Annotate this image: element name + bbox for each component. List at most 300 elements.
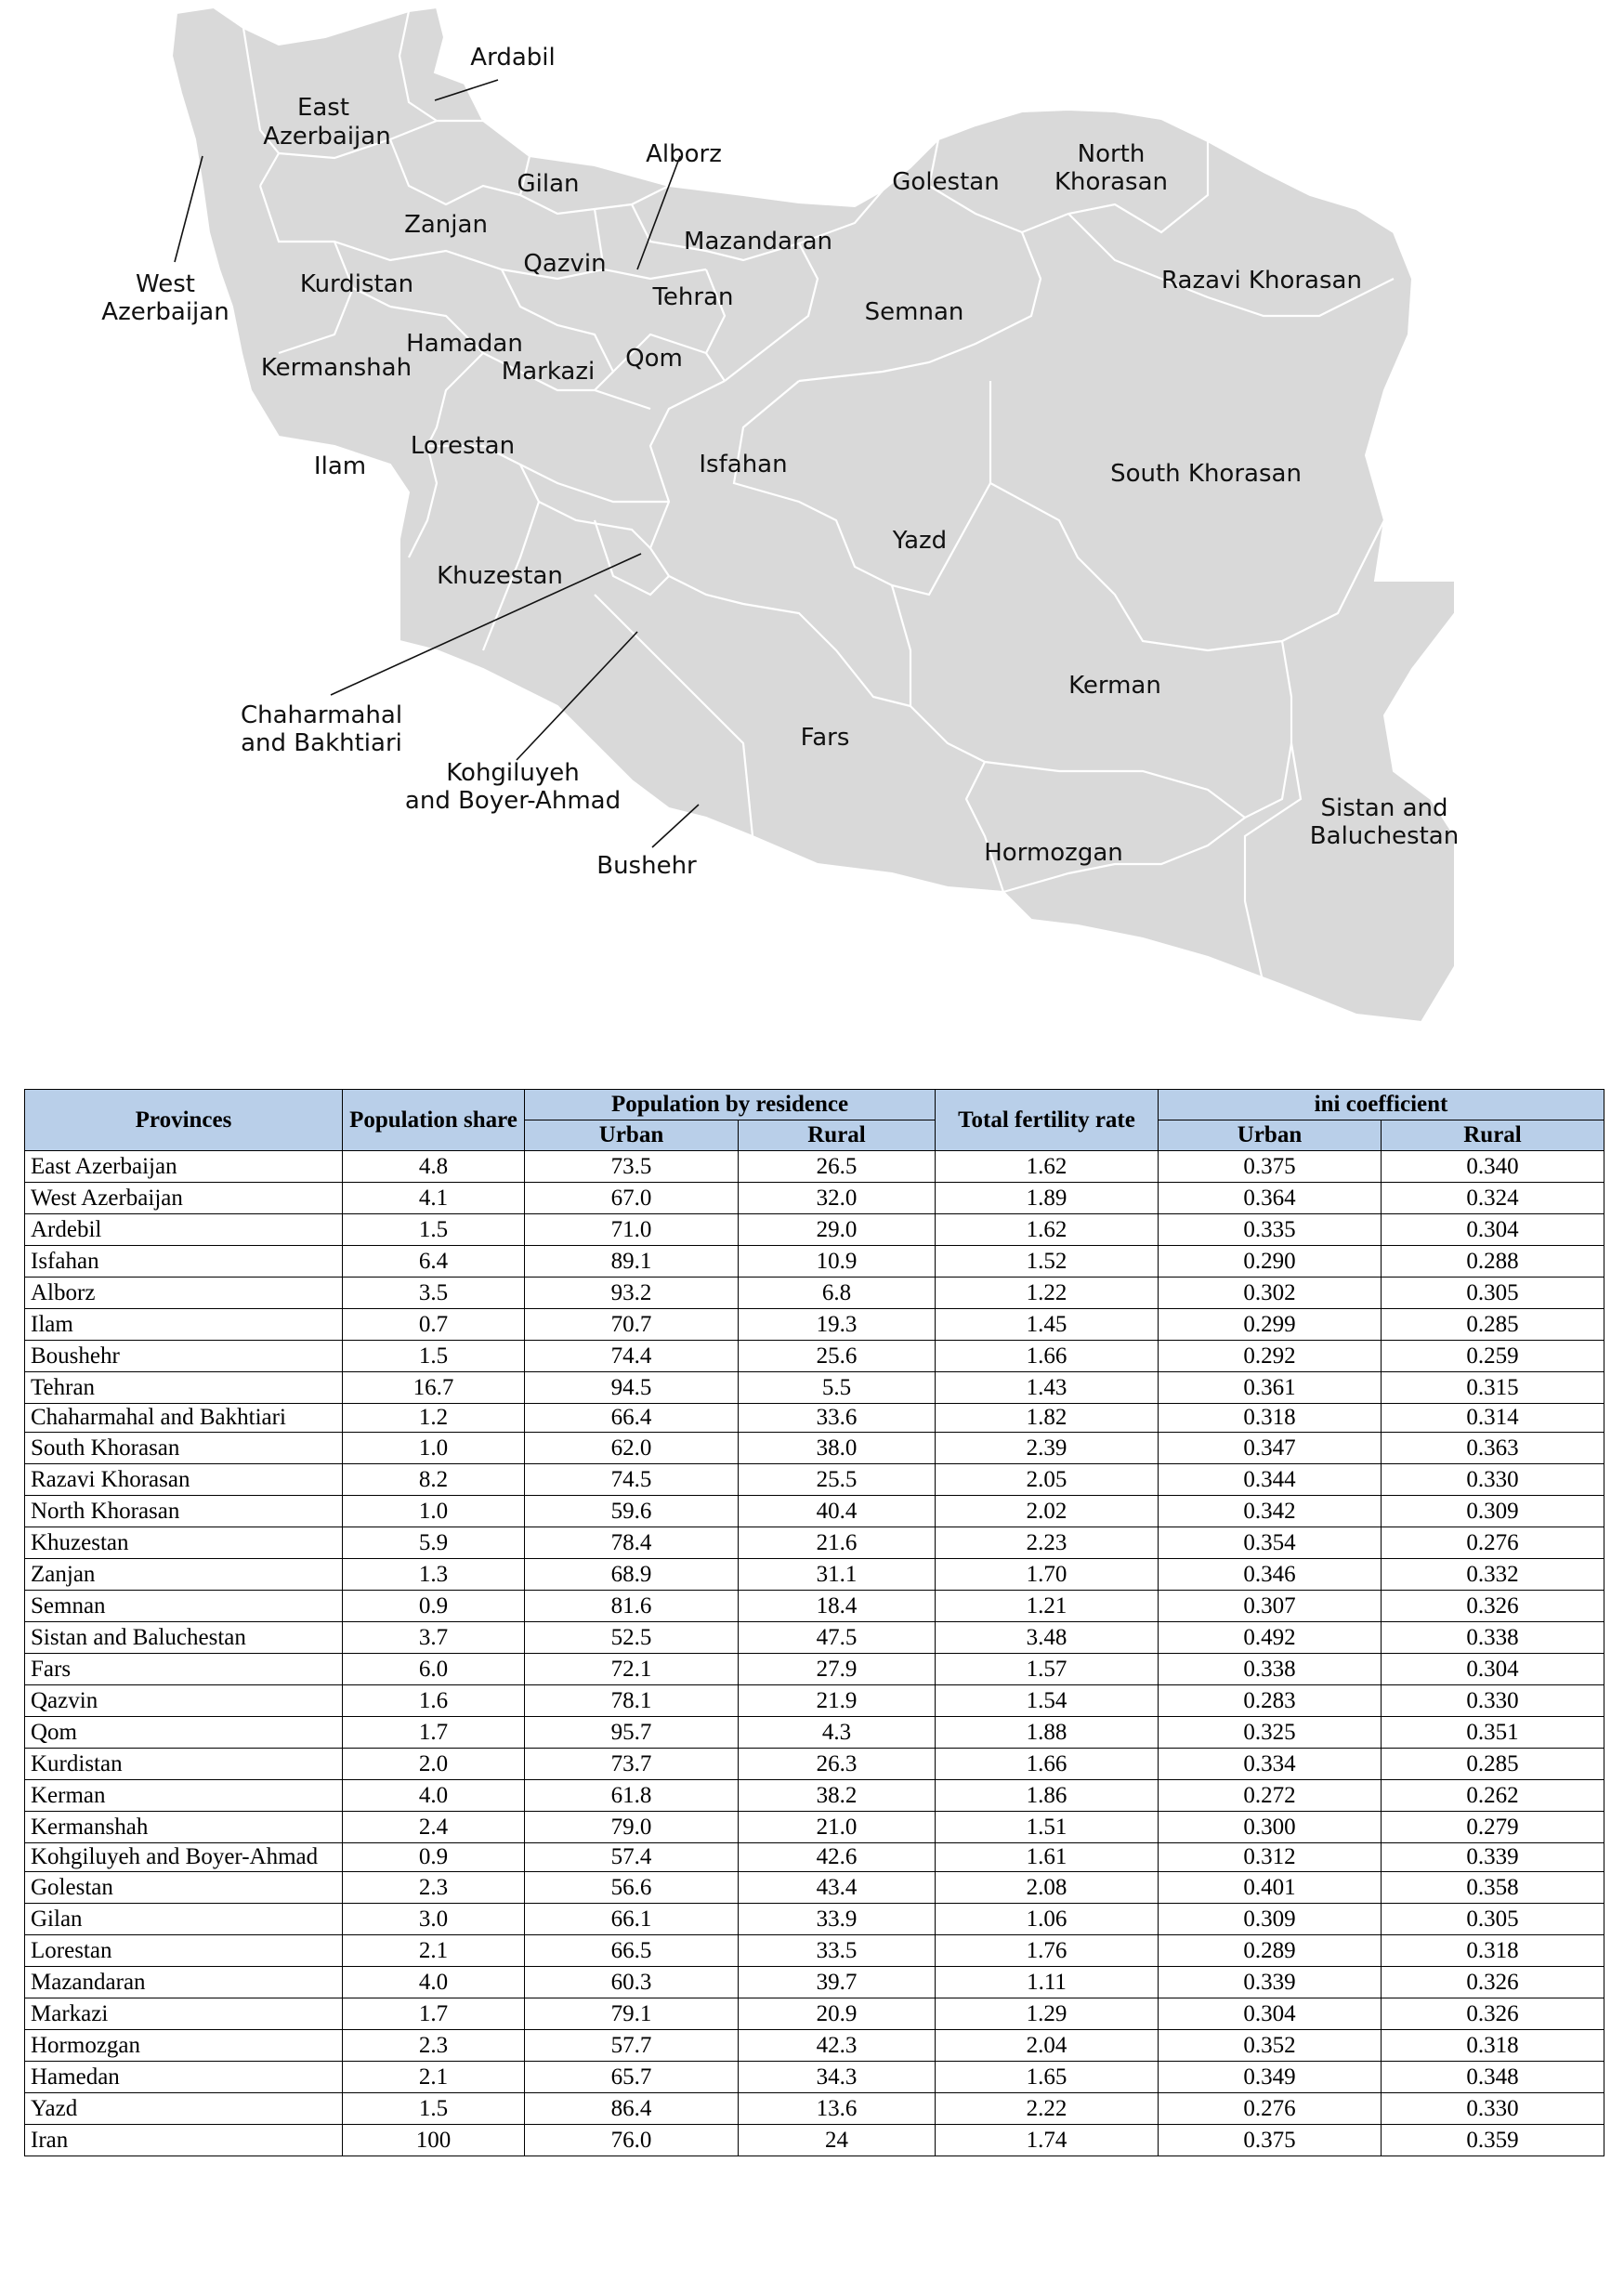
table-row — [25, 1749, 1604, 1780]
cell-province: South Khorasan — [25, 1433, 343, 1464]
cell-population-share: 1.2 — [343, 1404, 525, 1433]
cell-gini-urban: 0.361 — [1159, 1372, 1382, 1404]
cell-province: Isfahan — [25, 1246, 343, 1278]
cell-total-fertility-rate: 1.62 — [936, 1214, 1159, 1246]
cell-province: Zanjan — [25, 1559, 343, 1591]
label-isfahan: Isfahan — [699, 451, 788, 478]
label-semnan: Semnan — [864, 298, 964, 326]
cell-total-fertility-rate: 1.29 — [936, 1998, 1159, 2030]
cell-gini-rural: 0.315 — [1382, 1372, 1604, 1404]
cell-urban-share: 70.7 — [525, 1309, 739, 1341]
label-qom: Qom — [625, 345, 683, 373]
label-golestan: Golestan — [892, 168, 1000, 196]
cell-province: Khuzestan — [25, 1527, 343, 1559]
cell-total-fertility-rate: 2.04 — [936, 2030, 1159, 2062]
label-yazd: Yazd — [892, 527, 948, 555]
cell-urban-share: 74.4 — [525, 1341, 739, 1372]
header-residence-urban: Urban — [525, 1120, 739, 1151]
cell-rural-share: 5.5 — [739, 1372, 936, 1404]
cell-gini-rural: 0.259 — [1382, 1341, 1604, 1372]
cell-total-fertility-rate: 2.08 — [936, 1872, 1159, 1904]
cell-province: Semnan — [25, 1591, 343, 1622]
cell-urban-share: 66.5 — [525, 1935, 739, 1967]
cell-province: Lorestan — [25, 1935, 343, 1967]
table-body — [25, 1151, 1604, 2156]
cell-gini-urban: 0.309 — [1159, 1904, 1382, 1935]
cell-province: Ardebil — [25, 1214, 343, 1246]
cell-total-fertility-rate: 1.82 — [936, 1404, 1159, 1433]
cell-urban-share: 81.6 — [525, 1591, 739, 1622]
label-razavi-khorasan: Razavi Khorasan — [1161, 267, 1362, 295]
header-population-by-residence: Population by residence — [525, 1090, 936, 1120]
cell-gini-urban: 0.300 — [1159, 1812, 1382, 1843]
cell-population-share: 3.7 — [343, 1622, 525, 1654]
table-row — [25, 1496, 1604, 1527]
cell-total-fertility-rate: 1.06 — [936, 1904, 1159, 1935]
iran-province-map — [0, 0, 1624, 1031]
cell-rural-share: 10.9 — [739, 1246, 936, 1278]
cell-population-share: 1.7 — [343, 1998, 525, 2030]
cell-gini-rural: 0.318 — [1382, 1935, 1604, 1967]
cell-gini-urban: 0.339 — [1159, 1967, 1382, 1998]
cell-rural-share: 42.3 — [739, 2030, 936, 2062]
cell-gini-rural: 0.359 — [1382, 2125, 1604, 2156]
label-lorestan: Lorestan — [410, 432, 516, 460]
cell-urban-share: 95.7 — [525, 1717, 739, 1749]
cell-urban-share: 86.4 — [525, 2093, 739, 2125]
cell-total-fertility-rate: 1.11 — [936, 1967, 1159, 1998]
cell-gini-rural: 0.351 — [1382, 1717, 1604, 1749]
cell-province: Qom — [25, 1717, 343, 1749]
cell-urban-share: 52.5 — [525, 1622, 739, 1654]
cell-total-fertility-rate: 1.70 — [936, 1559, 1159, 1591]
cell-gini-rural: 0.285 — [1382, 1749, 1604, 1780]
label-khuzestan: Khuzestan — [437, 562, 563, 590]
cell-rural-share: 18.4 — [739, 1591, 936, 1622]
label-bushehr: Bushehr — [596, 852, 697, 880]
table-row — [25, 1464, 1604, 1496]
cell-total-fertility-rate: 1.86 — [936, 1780, 1159, 1812]
cell-gini-rural: 0.340 — [1382, 1151, 1604, 1183]
cell-province: Boushehr — [25, 1341, 343, 1372]
cell-gini-urban: 0.272 — [1159, 1780, 1382, 1812]
table-row — [25, 1151, 1604, 1183]
cell-gini-urban: 0.302 — [1159, 1278, 1382, 1309]
cell-population-share: 1.3 — [343, 1559, 525, 1591]
cell-gini-urban: 0.364 — [1159, 1183, 1382, 1214]
cell-gini-urban: 0.338 — [1159, 1654, 1382, 1685]
cell-province: Kohgiluyeh and Boyer-Ahmad — [25, 1843, 343, 1872]
header-gini-urban: Urban — [1159, 1120, 1382, 1151]
cell-urban-share: 93.2 — [525, 1278, 739, 1309]
cell-urban-share: 65.7 — [525, 2062, 739, 2093]
label-ilam: Ilam — [313, 452, 367, 480]
cell-total-fertility-rate: 1.66 — [936, 1341, 1159, 1372]
cell-province: Qazvin — [25, 1685, 343, 1717]
cell-province: Alborz — [25, 1278, 343, 1309]
cell-gini-urban: 0.375 — [1159, 1151, 1382, 1183]
label-west-azerbaijan-1: West — [136, 270, 195, 298]
cell-province: Mazandaran — [25, 1967, 343, 1998]
cell-gini-urban: 0.335 — [1159, 1214, 1382, 1246]
label-zanjan: Zanjan — [404, 211, 488, 239]
cell-gini-rural: 0.330 — [1382, 1464, 1604, 1496]
cell-rural-share: 20.9 — [739, 1998, 936, 2030]
label-alborz: Alborz — [646, 140, 722, 168]
cell-rural-share: 4.3 — [739, 1717, 936, 1749]
cell-rural-share: 33.5 — [739, 1935, 936, 1967]
cell-population-share: 2.3 — [343, 2030, 525, 2062]
cell-gini-rural: 0.332 — [1382, 1559, 1604, 1591]
cell-population-share: 0.7 — [343, 1309, 525, 1341]
cell-population-share: 1.5 — [343, 1341, 525, 1372]
table-row — [25, 1843, 1604, 1872]
header-gini-rural: Rural — [1382, 1120, 1604, 1151]
table-row — [25, 1278, 1604, 1309]
cell-urban-share: 66.1 — [525, 1904, 739, 1935]
table-row — [25, 1654, 1604, 1685]
cell-total-fertility-rate: 1.61 — [936, 1843, 1159, 1872]
province-table-container — [24, 1089, 1604, 2156]
cell-province: Razavi Khorasan — [25, 1464, 343, 1496]
cell-gini-urban: 0.492 — [1159, 1622, 1382, 1654]
cell-province: Kurdistan — [25, 1749, 343, 1780]
cell-gini-rural: 0.305 — [1382, 1278, 1604, 1309]
cell-urban-share: 68.9 — [525, 1559, 739, 1591]
cell-gini-rural: 0.326 — [1382, 1591, 1604, 1622]
table-row — [25, 1214, 1604, 1246]
label-kermanshah: Kermanshah — [260, 354, 413, 382]
cell-rural-share: 6.8 — [739, 1278, 936, 1309]
cell-urban-share: 79.0 — [525, 1812, 739, 1843]
label-chaharmahal-2: and Bakhtiari — [241, 729, 402, 757]
cell-population-share: 6.0 — [343, 1654, 525, 1685]
cell-urban-share: 60.3 — [525, 1967, 739, 1998]
cell-rural-share: 26.3 — [739, 1749, 936, 1780]
cell-gini-urban: 0.289 — [1159, 1935, 1382, 1967]
cell-province: Yazd — [25, 2093, 343, 2125]
label-sistan-1: Sistan and — [1320, 794, 1448, 822]
cell-total-fertility-rate: 1.52 — [936, 1246, 1159, 1278]
cell-gini-rural: 0.276 — [1382, 1527, 1604, 1559]
cell-rural-share: 34.3 — [739, 2062, 936, 2093]
cell-rural-share: 25.6 — [739, 1341, 936, 1372]
cell-rural-share: 13.6 — [739, 2093, 936, 2125]
cell-urban-share: 66.4 — [525, 1404, 739, 1433]
cell-total-fertility-rate: 1.51 — [936, 1812, 1159, 1843]
cell-population-share: 100 — [343, 2125, 525, 2156]
cell-rural-share: 42.6 — [739, 1843, 936, 1872]
cell-gini-urban: 0.342 — [1159, 1496, 1382, 1527]
table-row — [25, 1780, 1604, 1812]
cell-rural-share: 40.4 — [739, 1496, 936, 1527]
cell-total-fertility-rate: 1.62 — [936, 1151, 1159, 1183]
table-row — [25, 2030, 1604, 2062]
cell-total-fertility-rate: 1.65 — [936, 2062, 1159, 2093]
cell-total-fertility-rate: 1.22 — [936, 1278, 1159, 1309]
cell-gini-rural: 0.324 — [1382, 1183, 1604, 1214]
label-tehran: Tehran — [652, 283, 734, 311]
cell-rural-share: 31.1 — [739, 1559, 936, 1591]
cell-rural-share: 26.5 — [739, 1151, 936, 1183]
cell-gini-rural: 0.279 — [1382, 1812, 1604, 1843]
cell-urban-share: 94.5 — [525, 1372, 739, 1404]
cell-gini-rural: 0.285 — [1382, 1309, 1604, 1341]
province-statistics-table — [24, 1089, 1604, 2156]
cell-total-fertility-rate: 2.39 — [936, 1433, 1159, 1464]
cell-population-share: 6.4 — [343, 1246, 525, 1278]
cell-total-fertility-rate: 1.88 — [936, 1717, 1159, 1749]
cell-gini-urban: 0.304 — [1159, 1998, 1382, 2030]
cell-gini-urban: 0.347 — [1159, 1433, 1382, 1464]
table-row — [25, 1341, 1604, 1372]
cell-gini-rural: 0.304 — [1382, 1214, 1604, 1246]
label-gilan: Gilan — [517, 170, 580, 198]
cell-rural-share: 21.0 — [739, 1812, 936, 1843]
table-row — [25, 1183, 1604, 1214]
cell-province: North Khorasan — [25, 1496, 343, 1527]
label-sistan-2: Baluchestan — [1309, 822, 1460, 850]
header-gini-coefficient: ini coefficient — [1159, 1090, 1604, 1120]
label-hamadan: Hamadan — [406, 330, 523, 358]
cell-gini-rural: 0.326 — [1382, 1998, 1604, 2030]
cell-gini-urban: 0.352 — [1159, 2030, 1382, 2062]
cell-rural-share: 33.6 — [739, 1404, 936, 1433]
cell-population-share: 4.1 — [343, 1183, 525, 1214]
header-total-fertility-rate: Total fertility rate — [936, 1090, 1159, 1151]
table-row — [25, 1935, 1604, 1967]
cell-population-share: 1.0 — [343, 1496, 525, 1527]
cell-population-share: 0.9 — [343, 1843, 525, 1872]
cell-total-fertility-rate: 1.43 — [936, 1372, 1159, 1404]
cell-urban-share: 71.0 — [525, 1214, 739, 1246]
cell-gini-rural: 0.305 — [1382, 1904, 1604, 1935]
label-east-azerbaijan-2: Azerbaijan — [263, 123, 391, 151]
cell-gini-urban: 0.276 — [1159, 2093, 1382, 2125]
cell-province: Hormozgan — [25, 2030, 343, 2062]
label-qazvin: Qazvin — [523, 250, 607, 278]
cell-gini-rural: 0.326 — [1382, 1967, 1604, 1998]
label-kurdistan: Kurdistan — [299, 270, 414, 298]
label-kohgiluyeh-2: and Boyer-Ahmad — [404, 787, 622, 815]
cell-gini-urban: 0.312 — [1159, 1843, 1382, 1872]
table-row — [25, 1372, 1604, 1404]
cell-province: Fars — [25, 1654, 343, 1685]
cell-rural-share: 33.9 — [739, 1904, 936, 1935]
cell-total-fertility-rate: 2.05 — [936, 1464, 1159, 1496]
cell-rural-share: 38.2 — [739, 1780, 936, 1812]
cell-province: Hamedan — [25, 2062, 343, 2093]
cell-total-fertility-rate: 1.76 — [936, 1935, 1159, 1967]
cell-gini-rural: 0.338 — [1382, 1622, 1604, 1654]
label-chaharmahal-1: Chaharmahal — [240, 701, 403, 729]
cell-province: Markazi — [25, 1998, 343, 2030]
cell-population-share: 2.1 — [343, 1935, 525, 1967]
cell-rural-share: 24 — [739, 2125, 936, 2156]
table-row — [25, 1527, 1604, 1559]
cell-urban-share: 78.1 — [525, 1685, 739, 1717]
cell-rural-share: 47.5 — [739, 1622, 936, 1654]
table-row — [25, 1812, 1604, 1843]
cell-gini-rural: 0.304 — [1382, 1654, 1604, 1685]
table-row — [25, 1622, 1604, 1654]
cell-gini-rural: 0.358 — [1382, 1872, 1604, 1904]
cell-total-fertility-rate: 2.23 — [936, 1527, 1159, 1559]
cell-province: Kerman — [25, 1780, 343, 1812]
cell-gini-rural: 0.314 — [1382, 1404, 1604, 1433]
cell-province: Ilam — [25, 1309, 343, 1341]
cell-urban-share: 67.0 — [525, 1183, 739, 1214]
cell-rural-share: 43.4 — [739, 1872, 936, 1904]
label-east-azerbaijan-1: East — [296, 94, 350, 122]
cell-urban-share: 73.7 — [525, 1749, 739, 1780]
label-north-khorasan-2: Khorasan — [1054, 168, 1169, 196]
cell-gini-rural: 0.339 — [1382, 1843, 1604, 1872]
cell-population-share: 4.8 — [343, 1151, 525, 1183]
cell-population-share: 4.0 — [343, 1780, 525, 1812]
cell-total-fertility-rate: 2.22 — [936, 2093, 1159, 2125]
cell-gini-urban: 0.334 — [1159, 1749, 1382, 1780]
cell-population-share: 2.0 — [343, 1749, 525, 1780]
cell-gini-urban: 0.292 — [1159, 1341, 1382, 1372]
label-west-azerbaijan-2: Azerbaijan — [101, 298, 229, 326]
header-residence-rural: Rural — [739, 1120, 936, 1151]
cell-total-fertility-rate: 1.45 — [936, 1309, 1159, 1341]
cell-province: Sistan and Baluchestan — [25, 1622, 343, 1654]
label-kohgiluyeh-1: Kohgiluyeh — [446, 759, 580, 787]
cell-population-share: 16.7 — [343, 1372, 525, 1404]
cell-urban-share: 57.7 — [525, 2030, 739, 2062]
cell-urban-share: 89.1 — [525, 1246, 739, 1278]
cell-province: East Azerbaijan — [25, 1151, 343, 1183]
cell-gini-rural: 0.330 — [1382, 1685, 1604, 1717]
cell-population-share: 2.3 — [343, 1872, 525, 1904]
label-ardabil: Ardabil — [470, 44, 556, 72]
cell-gini-urban: 0.349 — [1159, 2062, 1382, 2093]
label-mazandaran: Mazandaran — [684, 228, 832, 256]
cell-total-fertility-rate: 1.21 — [936, 1591, 1159, 1622]
cell-population-share: 1.6 — [343, 1685, 525, 1717]
cell-population-share: 0.9 — [343, 1591, 525, 1622]
iran-outline — [172, 7, 1455, 1022]
cell-total-fertility-rate: 1.66 — [936, 1749, 1159, 1780]
cell-gini-urban: 0.375 — [1159, 2125, 1382, 2156]
table-row — [25, 1998, 1604, 2030]
cell-province: Iran — [25, 2125, 343, 2156]
cell-urban-share: 73.5 — [525, 1151, 739, 1183]
table-row — [25, 1309, 1604, 1341]
cell-gini-urban: 0.401 — [1159, 1872, 1382, 1904]
cell-rural-share: 39.7 — [739, 1967, 936, 1998]
cell-population-share: 2.1 — [343, 2062, 525, 2093]
table-row — [25, 1404, 1604, 1433]
cell-gini-rural: 0.288 — [1382, 1246, 1604, 1278]
table-row — [25, 1967, 1604, 1998]
label-markazi: Markazi — [501, 358, 596, 386]
cell-population-share: 3.5 — [343, 1278, 525, 1309]
cell-province: Kermanshah — [25, 1812, 343, 1843]
cell-rural-share: 29.0 — [739, 1214, 936, 1246]
cell-urban-share: 56.6 — [525, 1872, 739, 1904]
cell-gini-rural: 0.262 — [1382, 1780, 1604, 1812]
cell-province: Tehran — [25, 1372, 343, 1404]
cell-population-share: 8.2 — [343, 1464, 525, 1496]
cell-urban-share: 59.6 — [525, 1496, 739, 1527]
cell-gini-urban: 0.299 — [1159, 1309, 1382, 1341]
cell-province: Golestan — [25, 1872, 343, 1904]
cell-gini-urban: 0.354 — [1159, 1527, 1382, 1559]
cell-population-share: 2.4 — [343, 1812, 525, 1843]
cell-total-fertility-rate: 1.57 — [936, 1654, 1159, 1685]
cell-urban-share: 79.1 — [525, 1998, 739, 2030]
cell-urban-share: 72.1 — [525, 1654, 739, 1685]
cell-province: West Azerbaijan — [25, 1183, 343, 1214]
table-row — [25, 1591, 1604, 1622]
table-row — [25, 1559, 1604, 1591]
cell-gini-urban: 0.283 — [1159, 1685, 1382, 1717]
cell-gini-rural: 0.363 — [1382, 1433, 1604, 1464]
header-population-share: Population share — [343, 1090, 525, 1151]
cell-gini-urban: 0.344 — [1159, 1464, 1382, 1496]
cell-gini-urban: 0.346 — [1159, 1559, 1382, 1591]
cell-rural-share: 38.0 — [739, 1433, 936, 1464]
cell-rural-share: 21.6 — [739, 1527, 936, 1559]
cell-gini-urban: 0.307 — [1159, 1591, 1382, 1622]
cell-total-fertility-rate: 1.89 — [936, 1183, 1159, 1214]
cell-total-fertility-rate: 3.48 — [936, 1622, 1159, 1654]
table-row — [25, 1433, 1604, 1464]
label-kerman: Kerman — [1068, 672, 1161, 700]
label-north-khorasan-1: North — [1077, 140, 1146, 168]
cell-population-share: 1.5 — [343, 1214, 525, 1246]
table-row — [25, 2062, 1604, 2093]
table-row — [25, 1904, 1604, 1935]
cell-gini-rural: 0.348 — [1382, 2062, 1604, 2093]
cell-urban-share: 57.4 — [525, 1843, 739, 1872]
cell-gini-urban: 0.318 — [1159, 1404, 1382, 1433]
cell-total-fertility-rate: 1.74 — [936, 2125, 1159, 2156]
table-row — [25, 1872, 1604, 1904]
cell-rural-share: 21.9 — [739, 1685, 936, 1717]
cell-gini-urban: 0.325 — [1159, 1717, 1382, 1749]
cell-total-fertility-rate: 1.54 — [936, 1685, 1159, 1717]
cell-total-fertility-rate: 2.02 — [936, 1496, 1159, 1527]
cell-province: Chaharmahal and Bakhtiari — [25, 1404, 343, 1433]
table-row — [25, 1717, 1604, 1749]
cell-rural-share: 19.3 — [739, 1309, 936, 1341]
cell-gini-rural: 0.330 — [1382, 2093, 1604, 2125]
cell-urban-share: 78.4 — [525, 1527, 739, 1559]
header-provinces: Provinces — [25, 1090, 343, 1151]
cell-urban-share: 76.0 — [525, 2125, 739, 2156]
cell-population-share: 1.5 — [343, 2093, 525, 2125]
cell-gini-urban: 0.290 — [1159, 1246, 1382, 1278]
cell-gini-rural: 0.318 — [1382, 2030, 1604, 2062]
table-row — [25, 2093, 1604, 2125]
cell-urban-share: 74.5 — [525, 1464, 739, 1496]
cell-rural-share: 25.5 — [739, 1464, 936, 1496]
cell-population-share: 1.7 — [343, 1717, 525, 1749]
cell-population-share: 5.9 — [343, 1527, 525, 1559]
cell-population-share: 1.0 — [343, 1433, 525, 1464]
label-fars: Fars — [800, 724, 850, 752]
cell-province: Gilan — [25, 1904, 343, 1935]
cell-population-share: 3.0 — [343, 1904, 525, 1935]
label-hormozgan: Hormozgan — [984, 839, 1123, 867]
cell-rural-share: 27.9 — [739, 1654, 936, 1685]
cell-urban-share: 62.0 — [525, 1433, 739, 1464]
table-row — [25, 2125, 1604, 2156]
